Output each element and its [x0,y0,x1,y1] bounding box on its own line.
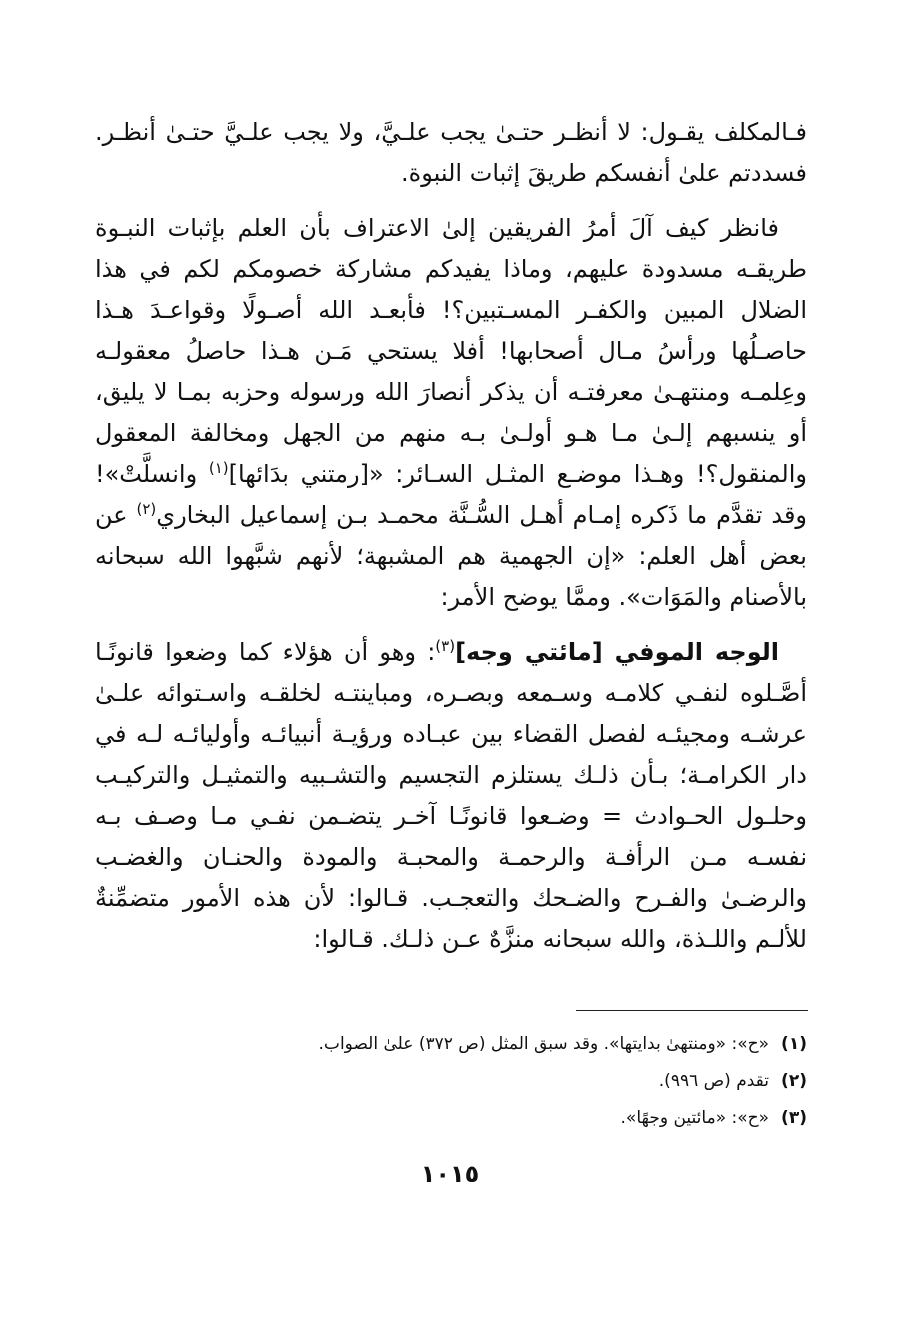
paragraph-3-text: : وهو أن هؤلاء كما وضعوا قانونًـا أصَّـلوه لنفـي كلامـه وسـمعه وبصـره، ومباينتـه لخلقـه واسـتوائه علـىٰ عرشـه ومجيئـه لفصل القضاء بين عبـاده ورؤيـة أنبيائـه وأوليائـه لـه في دار الكرامـة؛ بـأن ذلـك يستلزم التجسيم والتشـبيه والتمثيـل والتركيـب وحلـول الحـوادث = وضـعوا قانونًـا آخـر يتضـمن نفـي مـا وصـف بـه نفسـه مـن الرأفـة والرحمـة والمحبـة والمودة والحنـان والغضـب والرضـىٰ والفـرح والضـحك والتعجـب. قـالوا: لأن هذه الأمور متضمِّنةٌ للألـم واللـذة، والله سبحانه منزَّهٌ عـن ذلـك. قـالوا: [95,638,807,953]
paragraph-2-text-a: فانظر كيف آلَ أمرُ الفريقين إلىٰ الاعتراف بأن العلم بإثبات النبـوة طريقـه مسدودة عليهم، وماذا يفيدكم مشاركة خصومكم لكم في هذا الضلال المبين والكفـر المسـتبين؟! فأبعـد الله أصـولًا وقواعـدَ هـذا حاصـلُها ورأسُ مـال أصحابها! أفلا يستحي مَـن هـذا حاصلُ معقولـه وعِلمـه ومنتهـىٰ معرفتـه أن يذكر أنصارَ الله ورسوله وحزبه بمـا لا يليق، أو ينسبهم إلـىٰ مـا هـو أولـىٰ بـه منهم من الجهل ومخالفة المعقول والمنقول؟! وهـذا موضـع المثـل السـائر: «[رمتني بدَائها] [95,214,808,488]
paragraph-2-text-c: عن بعض أهل العلم: «إن الجهمية هم المشبهة؛ لأنهم شبَّهوا الله سبحانه بالأصنام والمَوَات». وممَّا يوضح الأمر: [95,501,807,611]
footnote-1 [95,1026,807,1063]
footnote-text: تقدم (ص ٩٩٦). [658,1071,769,1091]
paragraph-1: فـالمكلف يقـول: لا أنظـر حتـىٰ يجب علـيَّ، ولا يجب علـيَّ حتـىٰ أنظـر. فسددتم علىٰ أنفسكم طريقَ إثبات النبوة. [95,118,807,187]
footnote-ref-3[interactable]: (٣) [435,637,456,655]
main-text [95,112,807,960]
footnote-3 [95,1100,807,1137]
footnote-text: «ح»: «مائتين وجهًا». [620,1108,769,1128]
footnotes [95,1026,807,1137]
footnote-number: (٣) [781,1108,807,1128]
section-heading: الوجه الموفي [مائتي وجه] [455,638,779,666]
paragraph-2-text-b: وانسلَّتْ»! وقد تقدَّم ما ذَكره إمـام أهـل السُّـنَّة محمـد بـن إسماعيل البخاري [95,460,808,529]
footnote-separator [576,1010,808,1011]
paragraph-2 [95,208,807,618]
footnote-number: (٢) [781,1071,807,1091]
footnote-ref-1[interactable]: (١) [208,459,229,477]
footnote-ref-2[interactable]: (٢) [136,500,157,518]
footnote-number: (١) [781,1034,807,1054]
footnote-2 [95,1063,807,1100]
page-number: ١٠١٥ [420,1160,480,1188]
footnote-text: «ح»: «ومنتهىٰ بدايتها». وقد سبق المثل (ص ٣٧٢) علىٰ الصواب. [318,1034,769,1054]
paragraph-3 [95,632,807,960]
